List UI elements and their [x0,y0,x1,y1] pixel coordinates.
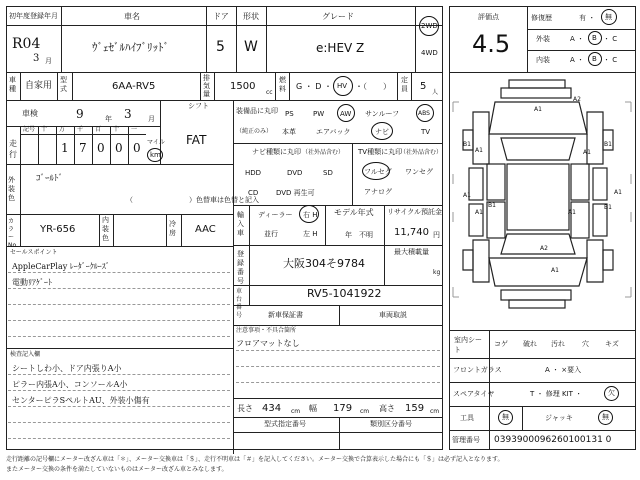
score-label: 評価点 [478,13,499,21]
equip-sunroof: サンルーフ [365,110,400,118]
chassis-value: RV5-1041922 [307,287,382,300]
length-value: 434 [262,403,282,414]
interior-a: A ・ [570,56,585,64]
disp-label: 排気量 [203,74,210,98]
height-unit: cm [430,408,440,415]
exterior-a: A ・ [570,35,585,43]
mark-1: A2 [573,96,581,103]
equip-pw: PW [313,110,325,118]
mileage-col-header: 百 [95,126,102,133]
mileage-digit: 0 [115,141,123,155]
mileage-digit: 7 [79,141,87,155]
registration-value: 大阪304そ9784 [283,257,365,270]
capacity-value: 5 [420,81,427,92]
class-number-label: 類別区分番号 [370,420,412,428]
width-label: 幅 [309,404,317,413]
registration-label: 登録番号 [237,250,244,285]
carname-value: ｳﾞｪｾﾞﾙﾊｲﾌﾞﾘｯﾄﾞ [92,41,169,54]
capacity-unit: 人 [432,89,439,96]
mileage-col-header: 十 [41,126,48,133]
interior-opt-5: キズ [605,340,619,348]
height-value: 159 [405,403,425,414]
mgmt-label: 管理番号 [452,436,480,444]
mark-6: A1 [583,149,591,156]
equip-aw: AW [340,110,352,118]
equip-tv: TV [421,128,431,136]
warranty-new-car: 新車保証書 [268,311,303,319]
fuel-hv: HV [337,82,348,90]
inspection-month-unit: 月 [148,115,155,123]
import-parallel: 並行 [264,230,278,238]
mark-2: A1 [534,106,542,113]
mark-8: B1 [488,202,496,209]
model-value: 6AA-RV5 [112,81,156,92]
color-no-value: YR-656 [40,224,76,235]
exterior-label: 外装 [536,35,550,43]
recycle-label: リサイクル預託金 [387,208,443,216]
shape-label: 形状 [243,12,259,21]
mileage-col-header: 十 [113,126,120,133]
mark-13: B1 [604,204,612,211]
recycle-unit: 円 [433,231,440,239]
jack-sel: 無 [602,413,609,421]
mileage-unit-mile: マイル [147,139,165,146]
equip-airbag: エアバック [316,128,351,136]
tools-sel: 無 [502,413,509,421]
shift-label: シフト [188,102,209,110]
spare-options: T ・ 修理 KIT ・ [530,390,583,398]
capacity-label: 定員 [401,76,408,93]
inspection-year-unit: 年 [105,115,112,123]
attention-line-1: フロアマットなし [236,339,300,348]
mileage-unit-km: km [150,151,161,159]
jack-label: ジャッキ [545,414,573,422]
disp-unit: cc [266,89,273,96]
chassis-label: 車台番号 [236,288,243,319]
attention-label: 注意事項・不具合箇所 [236,327,297,334]
type-number-label: 型式指定番号 [264,420,306,428]
import-dealer: ディーラー [258,211,293,219]
first-reg-year: R04 [12,36,41,52]
mileage-col-header: 千 [77,126,84,133]
equip-leather: 本革 [282,128,296,136]
interior-opt-4: 穴 [582,340,589,348]
inspection-label: 車検 [22,109,38,118]
recycle-value: 11,740 [394,227,429,238]
length-unit: cm [291,408,301,415]
max-load-unit: kg [433,269,441,276]
inspector-line-3: センターピラSペルトAU、外装小傷有 [12,396,150,405]
front-glass-label: フロントガラス [453,366,502,374]
disp-value: 1500 [230,81,256,92]
height-label: 高さ [379,404,395,413]
footer-line-1: 走行距離の記号欄にメーター改ざん車は「＊」、メーター交換車は「＄」、走行不明車は「＃」を記入してください。メーター交換で合算表示した場合にも「＄」は必ず記入となります。 [6,456,504,463]
inspector-label: 検査記入欄 [10,351,41,358]
repair-label: 修復歴 [531,14,552,22]
use-label: 車種 [9,76,16,93]
mileage-label: 走行 [9,139,17,159]
model-year-label: モデル年式 [334,208,374,217]
navi-sd: SD [323,169,333,177]
navi-title: ナビ種類に丸印 [252,148,301,156]
max-load-label: 最大積載量 [394,248,429,256]
fuel-rest: ・（ ） [355,82,391,91]
mileage-col-header: 一 [131,126,138,133]
mark-11: A1 [614,189,622,196]
spare-sel: 欠 [608,389,615,397]
exterior-b: B [592,34,597,42]
shift-value: FAT [186,133,207,147]
navi-dvd-play: DVD 再生可 [276,189,315,197]
navi-hdd: HDD [245,169,262,177]
drive-2wd: 2WD [421,22,438,30]
mark-3: B1 [463,141,471,148]
import-label: 輸入車 [237,211,244,237]
interior-c: ・ C [603,56,618,64]
score-value: 4.5 [472,30,511,58]
mileage-col-header: 記号 [23,126,36,133]
interior-opt-3: 汚れ [551,340,565,348]
use-value: 自家用 [25,81,53,91]
car-damage-diagram [449,72,636,322]
mark-9: A1 [475,209,483,216]
inspection-month: 3 [124,107,132,121]
footer-line-2: またメーター交換の条件を満たしていないものはメーター改ざん車とみなします。 [6,466,228,473]
equip-ps: PS [285,110,294,118]
navi-cd: CD [248,189,259,197]
fuel-options: G ・ D ・ [296,82,332,91]
inspector-line-2: ピラー内張A小、コンソールA小 [12,380,128,389]
warranty-manual: 車両取説 [379,311,407,319]
tv-fullseg: フルセグ [364,168,392,176]
mark-7: A1 [463,192,471,199]
mark-5: B1 [604,141,612,148]
repair-sel: 無 [605,13,612,21]
color-no-label: カラーNo. [8,218,18,249]
mark-10: A2 [540,245,548,252]
sales-point-line-2: 電動ﾘｱｹﾞｰﾄ [12,278,52,287]
interior-color-label: 内装色 [102,216,109,242]
repair-options: 有 ・ [579,14,596,22]
equipment-subtitle: （純正のみ） [236,128,273,135]
color-label: 外装色 [8,176,15,202]
model-year-value: 年 不明 [345,231,373,239]
door-value: 5 [216,39,225,55]
mark-12: A1 [568,209,576,216]
front-glass-options: A ・ ×要入 [545,366,582,374]
interior-sheet-label: 室内シート [454,336,482,354]
sales-point-label: セールスポイント [10,249,58,256]
tv-title: TV種類に丸印 [358,148,403,156]
width-unit: cm [360,408,370,415]
first-reg-label: 初年度登録年月 [9,12,58,20]
first-reg-month-unit: 月 [45,57,52,65]
tv-oneseg: ワンセグ [405,168,433,176]
tools-label: 工具 [460,414,474,422]
mileage-digit: 0 [133,141,141,155]
equip-abs: ABS [418,110,430,117]
grade-label: グレード [322,12,354,21]
sales-point-line-1: AppleCarPlay ﾚｰﾀﾞｰｸﾙｰｽﾞ [12,262,110,271]
inspector-line-1: シートしわ小、ドア内張りA小 [12,364,122,373]
door-label: ドア [213,12,229,21]
mileage-digit: 1 [61,141,69,155]
navi-dvd: DVD [287,169,303,177]
tv-title-sub: （社外品含む） [400,149,443,156]
interior-b: B [592,55,597,63]
inspection-year: 9 [76,107,84,121]
width-value: 179 [333,403,353,414]
navi-title-sub: （社外品含む） [302,149,345,156]
color-note: （ ）色替車は色替と記入 [126,196,259,204]
mileage-digit: 0 [97,141,105,155]
mileage-col-header: 万 [59,126,66,133]
mgmt-value: 0393900096260100131 0 [494,435,612,445]
interior-opt-2: 破れ [523,340,537,348]
import-right: 右 H [303,211,318,219]
interior-opt-1: コゲ [494,340,508,348]
equipment-title: 装備品に丸印 [236,107,278,115]
mark-14: A1 [551,267,559,274]
fuel-label: 燃料 [279,76,286,93]
mark-4: A1 [475,147,483,154]
interior-label: 内装 [536,56,550,64]
tv-analog: アナログ [364,188,392,196]
length-label: 長さ [237,404,253,413]
carname-label: 車名 [124,12,140,21]
equip-navi: ナビ [375,128,389,136]
spare-label: スペアタイヤ [453,390,495,398]
ac-value: AAC [195,224,216,235]
model-label: 型式 [60,76,67,93]
color-value: ｺﾞｰﾙﾄﾞ [36,174,64,184]
drive-4wd: 4WD [421,49,438,57]
exterior-c: ・ C [603,35,618,43]
import-left: 左 H [303,230,318,238]
first-reg-month: 3 [33,53,40,64]
ac-label: 冷房 [169,220,176,237]
shape-value: W [244,39,258,55]
grade-value: e:HEV Z [316,41,365,55]
